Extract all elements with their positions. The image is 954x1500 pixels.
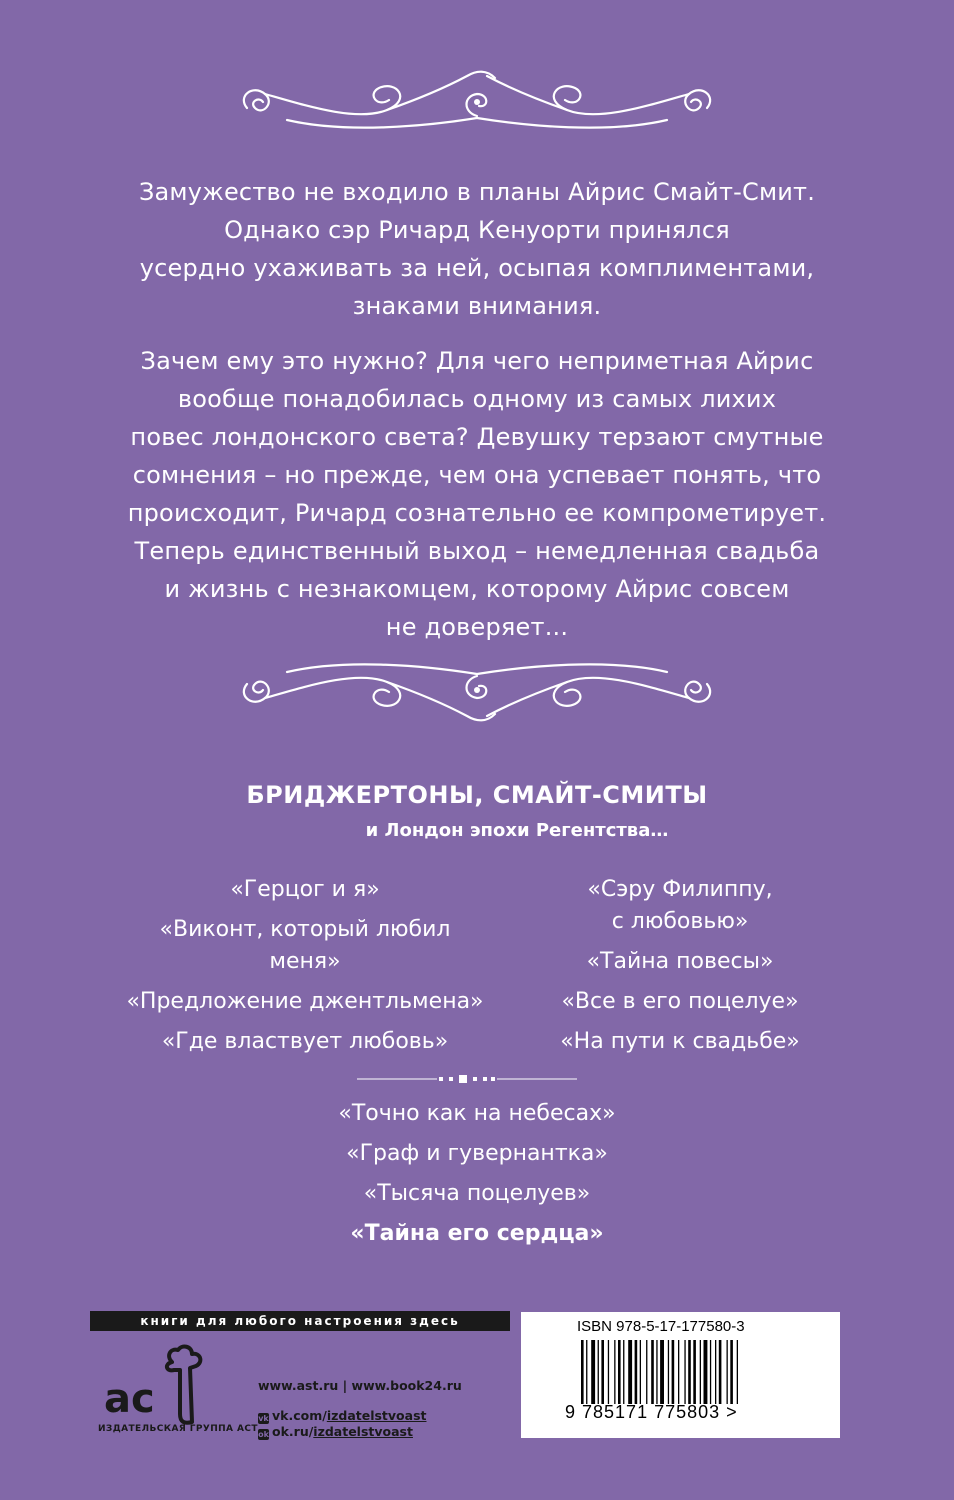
barcode-bar — [730, 1340, 733, 1404]
barcode-bar — [704, 1340, 708, 1404]
barcode-bar — [700, 1340, 701, 1404]
isbn-label: ISBN 978-5-17-177580-3 — [577, 1318, 745, 1335]
book-title — [515, 946, 845, 978]
top-ornament — [227, 66, 727, 136]
description-paragraph-1 — [90, 173, 864, 325]
text-line: не доверяет... — [385, 613, 569, 641]
book-title-line: «Все в его поцелуе» — [561, 989, 799, 1014]
barcode-bar — [591, 1340, 595, 1404]
book-title: «Граф и гувернантка» — [346, 1141, 608, 1166]
more-title-list — [0, 1094, 954, 1254]
book-title — [120, 1026, 490, 1058]
barcode-bar — [719, 1340, 722, 1404]
book-title-line: с любовью» — [611, 909, 749, 934]
barcode-bar — [678, 1340, 679, 1404]
flourish-icon — [227, 66, 727, 136]
ok-icon: ok — [258, 1430, 269, 1439]
text-line: происходит, Ричард сознательно ее компрометирует. — [127, 499, 827, 527]
barcode-digits: 9 785171 775803 > — [565, 1402, 738, 1422]
left-title-list — [120, 874, 490, 1066]
series-subtitle: и Лондон эпохи Регентства… — [365, 820, 669, 841]
barcode-bar — [672, 1340, 675, 1404]
text-line: Однако сэр Ричард Кенуорти принялся — [224, 216, 730, 244]
ok-link[interactable] — [258, 1424, 413, 1440]
text-line: Замужество не входило в планы Айрис Смайт-Смит. — [138, 178, 816, 206]
book-title — [120, 914, 490, 978]
text-line: и жизнь с незнакомцем, которому Айрис совсем — [164, 575, 790, 603]
ok-prefix: ok.ru/ — [272, 1424, 314, 1439]
text-line: Зачем ему это нужно? Для чего неприметная Айрис — [140, 347, 814, 375]
book-title — [515, 874, 845, 938]
book-title-line: «Предложение джентльмена» — [126, 989, 484, 1014]
book-title — [120, 986, 490, 1018]
publisher-tagline: книги для любого настроения здесь — [90, 1311, 510, 1331]
book-title-line: меня» — [269, 949, 341, 974]
barcode-icon — [581, 1340, 773, 1404]
barcode-bar — [660, 1340, 664, 1404]
barcode-bar — [693, 1340, 696, 1404]
section-divider — [357, 1071, 577, 1085]
text-line: знаками внимания. — [352, 292, 602, 320]
barcode-bar — [614, 1340, 615, 1404]
publisher-websites[interactable]: www.ast.ru | www.book24.ru — [258, 1378, 462, 1393]
book-title — [120, 874, 490, 906]
description-paragraph-2 — [90, 342, 864, 646]
ok-handle: izdatelstvoast — [313, 1424, 413, 1439]
book-title — [515, 1026, 845, 1058]
barcode-bar — [618, 1340, 621, 1404]
barcode-bar — [608, 1340, 609, 1404]
book-title-line: «На пути к свадьбе» — [560, 1029, 800, 1054]
vk-link[interactable] — [258, 1408, 427, 1424]
text-line: усердно ухаживать за ней, осыпая комплиментами, — [139, 254, 815, 282]
barcode-bar — [601, 1340, 604, 1404]
barcode-bar — [668, 1340, 669, 1404]
divider-icon — [357, 1072, 577, 1086]
book-title-line: «Тайна повесы» — [586, 949, 774, 974]
barcode-bar — [635, 1340, 638, 1404]
barcode-bar — [640, 1340, 641, 1404]
barcode-bar — [598, 1340, 599, 1404]
barcode-bar — [628, 1340, 632, 1404]
barcode-bar — [737, 1340, 738, 1404]
barcode-box — [521, 1312, 840, 1438]
book-title: «Точно как на небесах» — [338, 1101, 616, 1126]
book-title-line: «Сэру Филиппу, — [587, 877, 773, 902]
current-book-title: «Тайна его сердца» — [350, 1221, 604, 1246]
right-title-list — [515, 874, 845, 1066]
barcode-bar — [646, 1340, 647, 1404]
text-line: Теперь единственный выход – немедленная свадьба — [134, 537, 820, 565]
barcode-bar — [586, 1340, 587, 1404]
vk-prefix: vk.com/ — [272, 1408, 327, 1423]
barcode-bar — [684, 1340, 685, 1404]
barcode-bar — [656, 1340, 657, 1404]
vk-handle: izdatelstvoast — [326, 1408, 427, 1423]
book-title: «Тысяча поцелуев» — [363, 1181, 591, 1206]
barcode-bar — [727, 1340, 728, 1404]
barcode-bar — [710, 1340, 711, 1404]
vk-icon: vk — [258, 1414, 269, 1423]
barcode-bar — [623, 1340, 624, 1404]
svg-text:ac: ac — [104, 1376, 155, 1422]
barcode-bar — [581, 1340, 584, 1404]
barcode-bar — [688, 1340, 691, 1404]
publisher-name: ИЗДАТЕЛЬСКАЯ ГРУППА АСТ — [98, 1424, 258, 1434]
barcode-bar — [715, 1340, 716, 1404]
book-title-line: «Герцог и я» — [230, 877, 380, 902]
barcode-bar — [651, 1340, 654, 1404]
book-title-line: «Виконт, который любил — [159, 917, 451, 942]
bottom-ornament — [227, 654, 727, 724]
text-line: сомнения – но прежде, чем она успевает понять, что — [132, 461, 822, 489]
book-title — [515, 986, 845, 1018]
text-line: вообще понадобилась одному из самых лихих — [177, 385, 777, 413]
flourish-icon — [227, 654, 727, 724]
series-title: БРИДЖЕРТОНЫ, СМАЙТ-СМИТЫ — [246, 781, 708, 809]
text-line: повес лондонского света? Девушку терзают смутные — [130, 423, 824, 451]
book-title-line: «Где властвует любовь» — [161, 1029, 449, 1054]
